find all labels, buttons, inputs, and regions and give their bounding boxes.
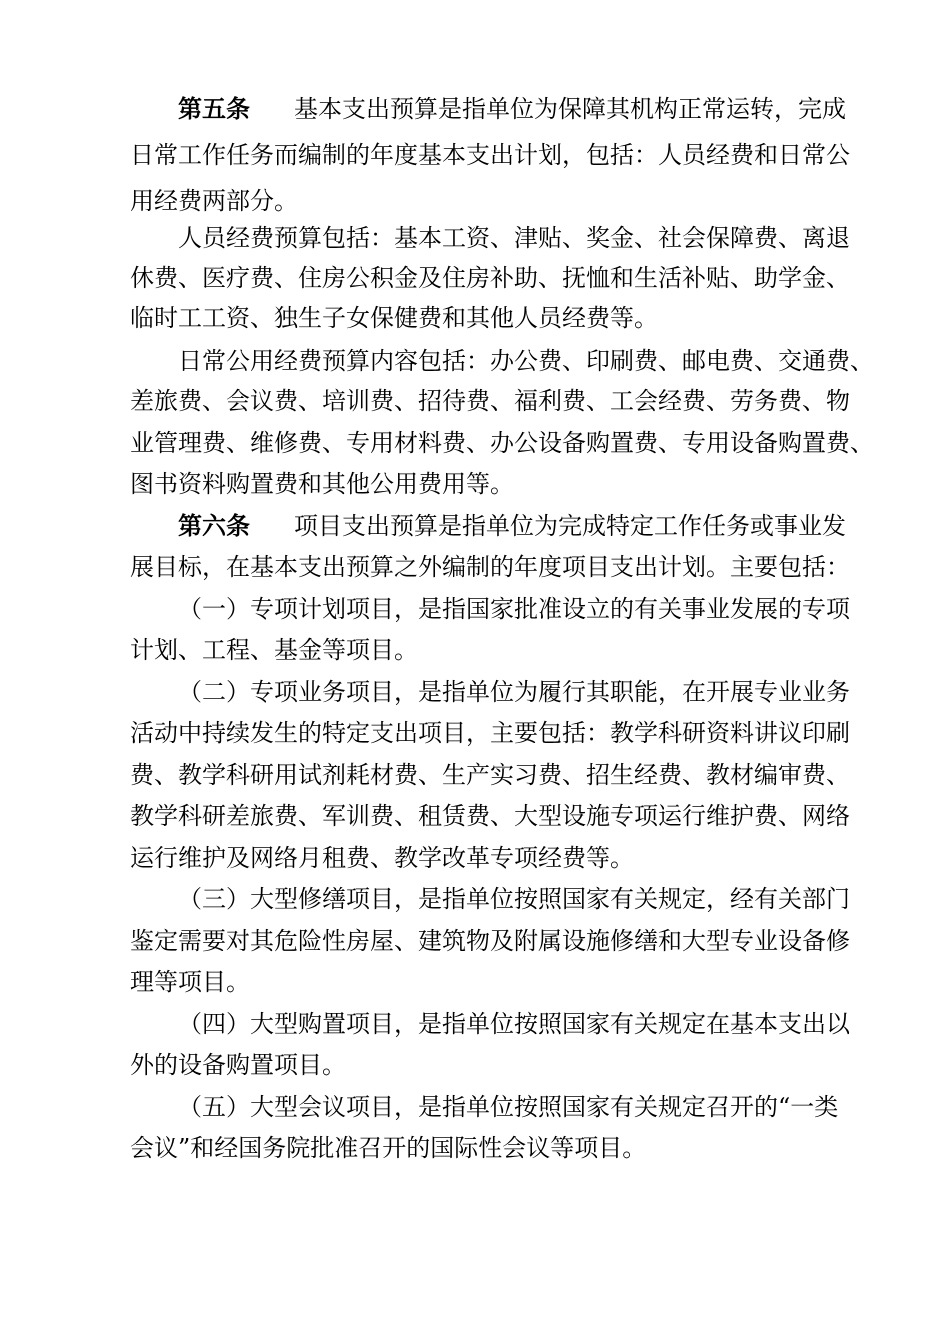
article-5-text: 基本支出预算是指单位为保障其机构正常运转，完成	[294, 95, 846, 123]
article-6-line-2: 展目标，在基本支出预算之外编制的年度项目支出计划。主要包括：	[130, 553, 850, 581]
item-2-line-3: 费、教学科研用试剂耗材费、生产实习费、招生经费、教材编审费、	[130, 761, 850, 789]
article-6-line-1	[178, 511, 950, 541]
item-3-line-1: （三）大型修缮项目，是指单位按照国家有关规定，经有关部门	[178, 885, 850, 913]
item-1-line-1: （一）专项计划项目，是指国家批准设立的有关事业发展的专项	[178, 595, 850, 623]
item-5-line-2: 会议”和经国务院批准召开的国际性会议等项目。	[130, 1134, 647, 1162]
item-2-line-5: 运行维护及网络月租费、教学改革专项经费等。	[130, 844, 634, 872]
personnel-line-1: 人员经费预算包括：基本工资、津贴、奖金、社会保障费、离退	[178, 224, 850, 252]
item-3-line-3: 理等项目。	[130, 968, 250, 996]
article-5-line-1	[178, 94, 950, 124]
personnel-line-2: 休费、医疗费、住房公积金及住房补助、抚恤和生活补贴、助学金、	[130, 264, 850, 292]
public-expense-line-4: 图书资料购置费和其他公用费用等。	[130, 470, 514, 498]
item-4-line-1: （四）大型购置项目，是指单位按照国家有关规定在基本支出以	[178, 1010, 850, 1038]
item-2-line-2: 活动中持续发生的特定支出项目，主要包括：教学科研资料讲议印刷	[130, 719, 850, 747]
article-5-label: 第五条	[178, 94, 250, 123]
item-1-line-2: 计划、工程、基金等项目。	[130, 636, 418, 664]
article-5-line-2: 日常工作任务而编制的年度基本支出计划，包括：人员经费和日常公	[130, 141, 850, 169]
article-6-label: 第六条	[178, 511, 250, 540]
item-5-line-1: （五）大型会议项目，是指单位按照国家有关规定召开的“一类	[178, 1093, 839, 1121]
article-6-text: 项目支出预算是指单位为完成特定工作任务或事业发	[294, 512, 846, 540]
item-4-line-2: 外的设备购置项目。	[130, 1051, 346, 1079]
article-5-line-3: 用经费两部分。	[130, 187, 298, 215]
public-expense-line-1: 日常公用经费预算内容包括：办公费、印刷费、邮电费、交通费、	[178, 347, 874, 375]
item-2-line-4: 教学科研差旅费、军训费、租赁费、大型设施专项运行维护费、网络	[130, 802, 850, 830]
public-expense-line-3: 业管理费、维修费、专用材料费、办公设备购置费、专用设备购置费、	[130, 429, 874, 457]
item-2-line-1: （二）专项业务项目，是指单位为履行其职能，在开展专业业务	[178, 678, 850, 706]
public-expense-line-2: 差旅费、会议费、培训费、招待费、福利费、工会经费、劳务费、物	[130, 387, 850, 415]
item-3-line-2: 鉴定需要对其危险性房屋、建筑物及附属设施修缮和大型专业设备修	[130, 927, 850, 955]
personnel-line-3: 临时工工资、独生子女保健费和其他人员经费等。	[130, 304, 658, 332]
